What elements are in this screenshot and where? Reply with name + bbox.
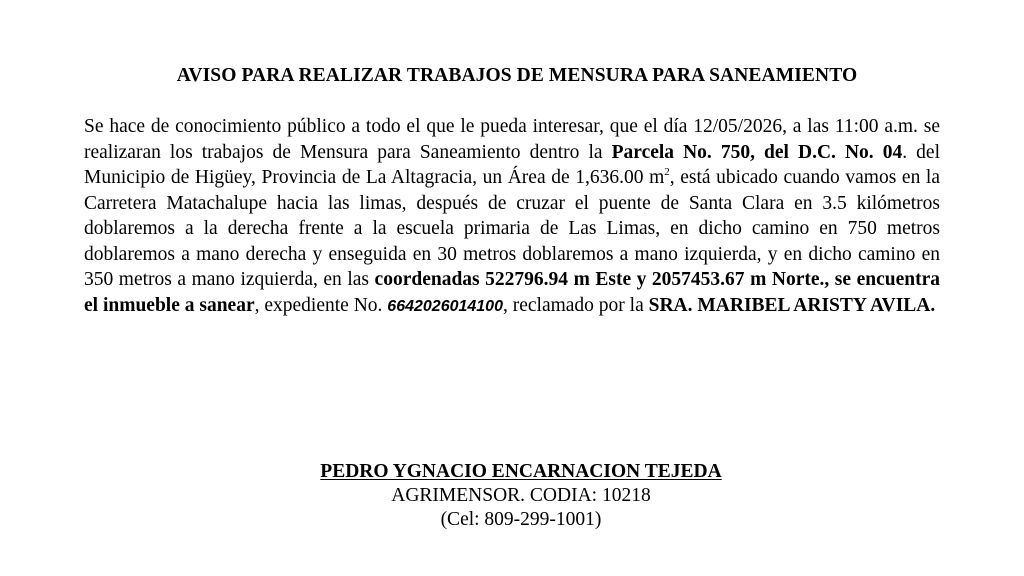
notice-document xyxy=(84,0,940,319)
area-unit-superscript: 2 xyxy=(664,166,670,178)
body-text-intro: Se hace de conocimiento público a todo el que le pueda interesar, que el día 12/05/2026, a las 11:00 a.m. se realizaran los trabajos de Mensura para Saneamiento dentro la xyxy=(84,116,940,163)
expediente-number: 6642026014100 xyxy=(387,297,503,315)
body-text-claimed-by: , reclamado por la xyxy=(502,294,649,316)
notice-body xyxy=(84,114,940,319)
body-text-expediente-label: , expediente No. xyxy=(254,294,388,316)
signatory-name: PEDRO YGNACIO ENCARNACION TEJEDA xyxy=(320,461,722,482)
body-text-location: . del Municipio de Higüey, Provincia de La Altagracia, un Área de 1,636.00 m xyxy=(84,141,940,188)
signature-block xyxy=(0,460,1024,532)
parcel-reference: Parcela No. 750, del D.C. No. 04 xyxy=(611,141,903,163)
notice-title: AVISO PARA REALIZAR TRABAJOS DE MENSURA PARA SANEAMIENTO xyxy=(176,65,858,86)
claimant-name: SRA. MARIBEL ARISTY AVILA. xyxy=(648,294,936,316)
signatory-phone: (Cel: 809-299-1001) xyxy=(440,509,602,530)
body-text-directions: , está ubicado cuando vamos en la Carretera Matachalupe hacia las limas, después de cruzar el puente de Santa Clara en 3.5 kilómetros doblaremos a la derecha frente a la escuela primaria de Las Limas, en dicho camino en 750 metros doblaremos a mano derecha y enseguida en 30 metros doblaremos a mano izquierda, y en dicho camino en 350 metros a mano izquierda, en las xyxy=(84,167,941,290)
signatory-role: AGRIMENSOR. CODIA: 10218 xyxy=(391,485,651,506)
coordinates-reference: coordenadas 522796.94 m Este y 2057453.67 m Norte., se encuentra el inmueble a sanear xyxy=(84,269,940,316)
